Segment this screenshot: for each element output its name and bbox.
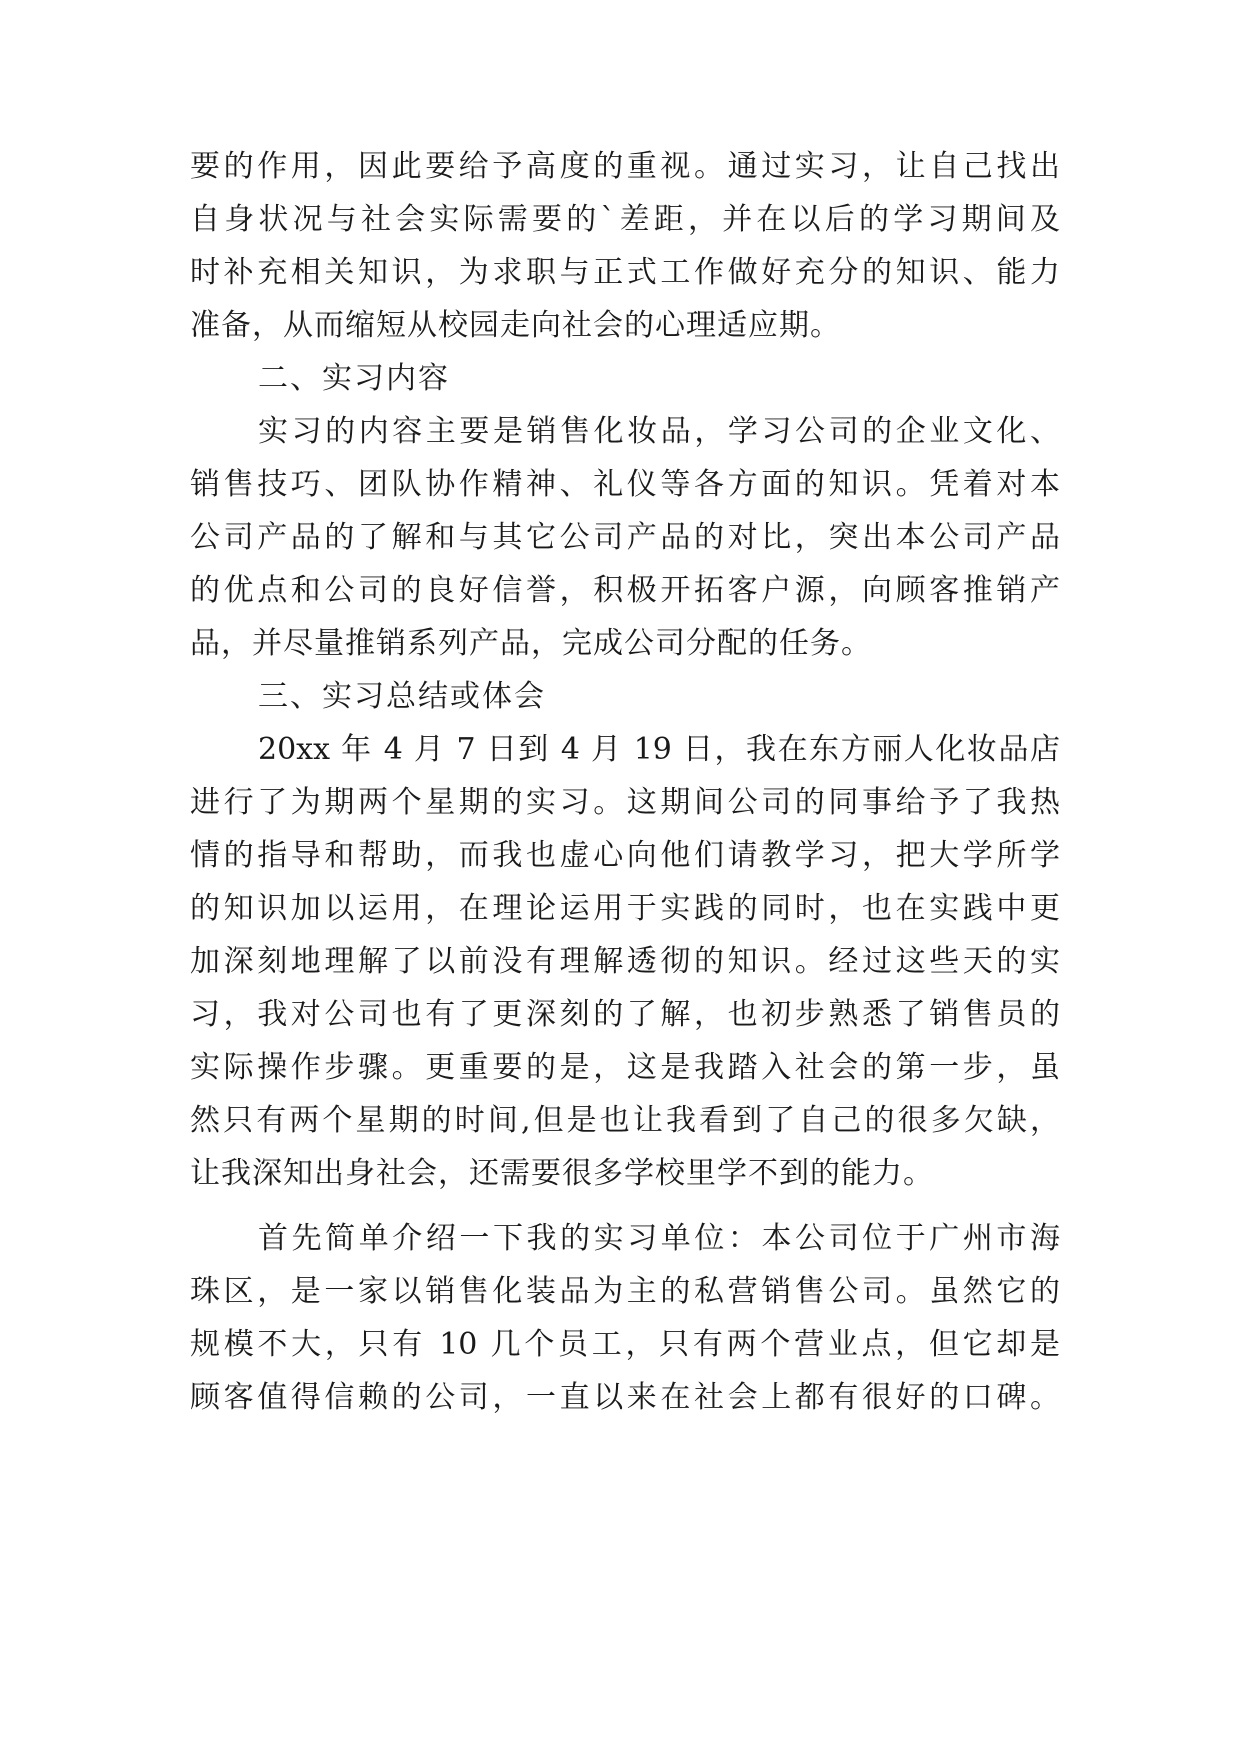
paragraph-line: 的知识加以运用，在理论运用于实践的同时，也在实践中更 <box>190 891 1060 926</box>
paragraph-line: 情的指导和帮助，而我也虚心向他们请教学习，把大学所学 <box>190 838 1060 873</box>
paragraph-line: 自身状况与社会实际需要的`差距，并在以后的学习期间及 <box>190 202 1060 237</box>
section-heading: 三、实习总结或体会 <box>258 679 546 714</box>
paragraph-line: 品，并尽量推销系列产品，完成公司分配的任务。 <box>190 626 872 661</box>
paragraph-line: 要的作用，因此要给予高度的重视。通过实习，让自己找出 <box>190 149 1060 184</box>
paragraph-line: 实际操作步骤。更重要的是，这是我踏入社会的第一步，虽 <box>190 1050 1060 1085</box>
paragraph-line: 让我深知出身社会，还需要很多学校里学不到的能力。 <box>190 1156 934 1191</box>
paragraph-line: 的优点和公司的良好信誉，积极开拓客户源，向顾客推销产 <box>190 573 1060 608</box>
paragraph-line: 销售技巧、团队协作精神、礼仪等各方面的知识。凭着对本 <box>190 467 1060 502</box>
paragraph-line: 然只有两个星期的时间,但是也让我看到了自己的很多欠缺， <box>190 1103 1060 1138</box>
paragraph-line: 首先简单介绍一下我的实习单位：本公司位于广州市海 <box>258 1221 1060 1256</box>
paragraph-line: 顾客值得信赖的公司，一直以来在社会上都有很好的口碑。 <box>190 1380 1060 1415</box>
paragraph-line: 20xx 年 4 月 7 日到 4 月 19 日，我在东方丽人化妆品店 <box>258 732 1060 767</box>
paragraph-line: 准备，从而缩短从校园走向社会的心理适应期。 <box>190 308 841 343</box>
paragraph-line: 进行了为期两个星期的实习。这期间公司的同事给予了我热 <box>190 785 1060 820</box>
paragraph-line: 时补充相关知识，为求职与正式工作做好充分的知识、能力 <box>190 255 1060 290</box>
section-heading: 二、实习内容 <box>258 361 450 396</box>
paragraph-line: 规模不大，只有 10 几个员工，只有两个营业点，但它却是 <box>190 1327 1060 1362</box>
paragraph-line: 公司产品的了解和与其它公司产品的对比，突出本公司产品 <box>190 520 1060 555</box>
paragraph-line: 珠区，是一家以销售化装品为主的私营销售公司。虽然它的 <box>190 1274 1060 1309</box>
paragraph-line: 习，我对公司也有了更深刻的了解，也初步熟悉了销售员的 <box>190 997 1060 1032</box>
paragraph-line: 加深刻地理解了以前没有理解透彻的知识。经过这些天的实 <box>190 944 1060 979</box>
paragraph-line: 实习的内容主要是销售化妆品，学习公司的企业文化、 <box>258 414 1060 449</box>
